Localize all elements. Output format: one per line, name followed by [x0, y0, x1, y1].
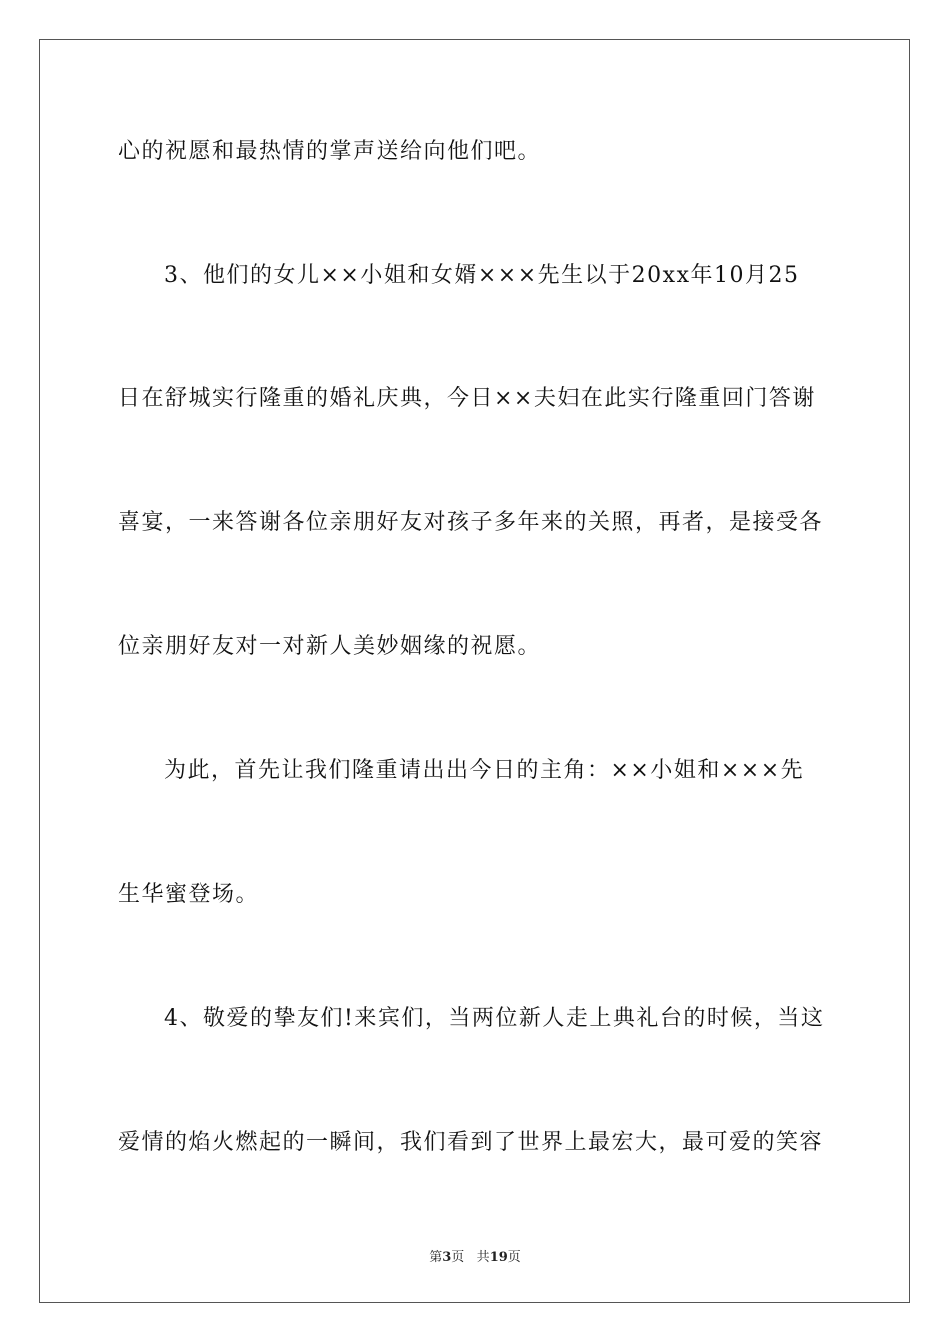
page-footer: [0, 1246, 950, 1265]
text-line-7: 生华蜜登场。: [118, 882, 260, 907]
text-line-1: 心的祝愿和最热情的掌声送给向他们吧。: [118, 139, 542, 164]
page-number: 3: [442, 1250, 452, 1265]
page-prefix: 第: [429, 1250, 443, 1265]
page-border: [39, 39, 910, 1303]
page-suffix: 页: [451, 1250, 465, 1265]
total-prefix: 共: [476, 1250, 490, 1265]
total-suffix: 页: [507, 1250, 521, 1265]
total-pages: 19: [489, 1250, 508, 1265]
text-line-4: 喜宴，一来答谢各位亲朋好友对孩子多年来的关照，再者，是接受各: [118, 510, 824, 535]
text-line-2: 3、他们的女儿××小姐和女婿×××先生以于20xx年10月25: [164, 263, 800, 288]
text-line-3: 日在舒城实行隆重的婚礼庆典，今日××夫妇在此实行隆重回门答谢: [118, 386, 816, 411]
text-line-5: 位亲朋好友对一对新人美妙姻缘的祝愿。: [118, 634, 542, 659]
text-line-9: 爱情的焰火燃起的一瞬间，我们看到了世界上最宏大，最可爱的笑容: [118, 1130, 824, 1155]
text-line-8: 4、敬爱的挚友们!来宾们，当两位新人走上典礼台的时候，当这: [164, 1006, 825, 1031]
text-line-6: 为此，首先让我们隆重请出出今日的主角：××小姐和×××先: [164, 758, 805, 783]
